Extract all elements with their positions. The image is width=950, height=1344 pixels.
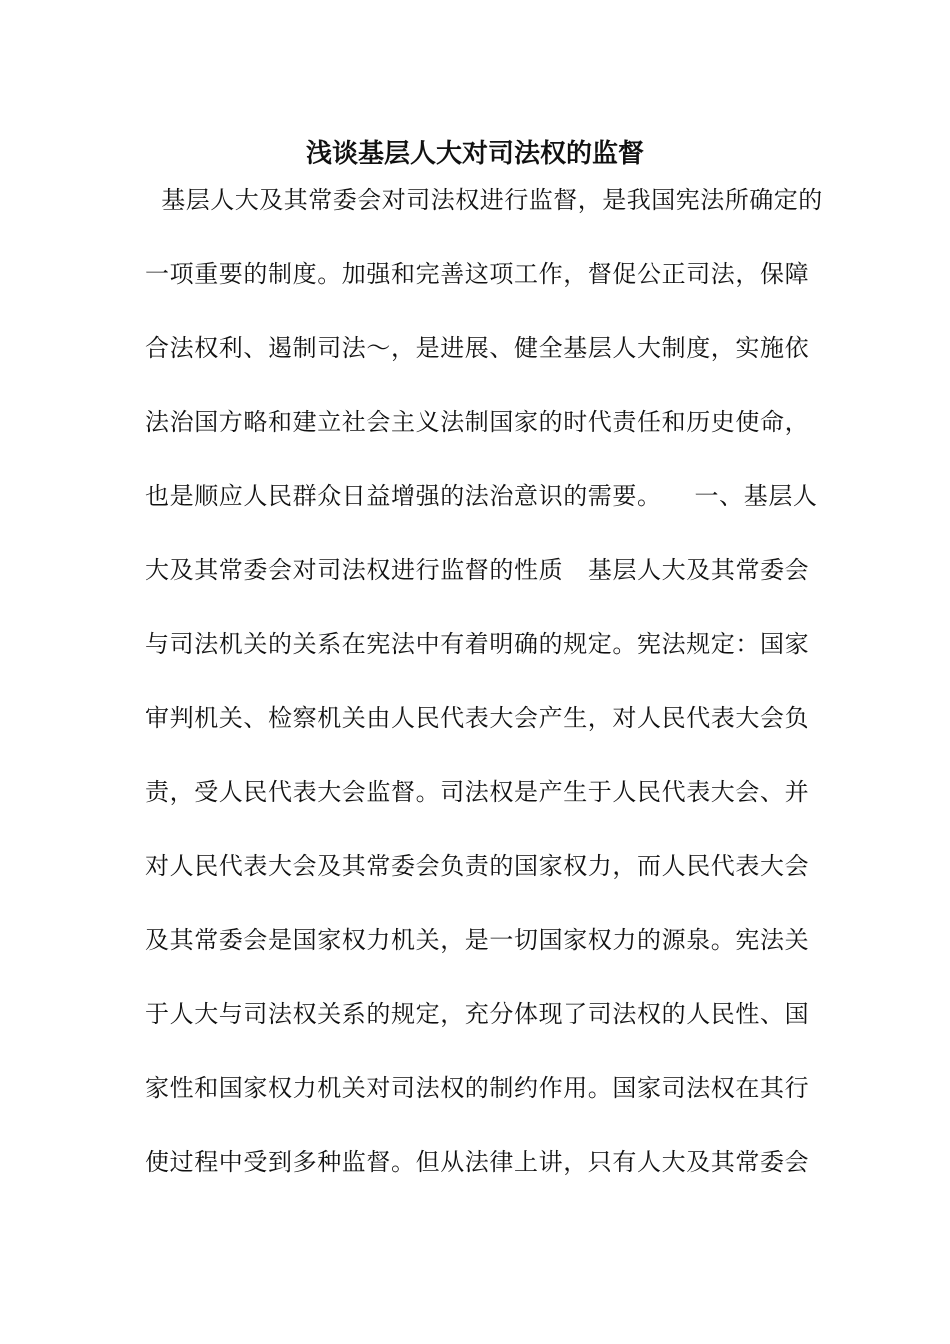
body-line-9: 责，受人民代表大会监督。司法权是产生于人民代表大会、并 bbox=[145, 778, 810, 806]
body-line-2: 一项重要的制度。加强和完善这项工作，督促公正司法，保障 bbox=[145, 260, 810, 288]
body-line-5: 也是顺应人民群众日益增强的法治意识的需要。 一、基层人 bbox=[145, 482, 818, 510]
document-body bbox=[145, 180, 823, 1216]
document-title: 浅谈基层人大对司法权的监督 bbox=[305, 139, 644, 169]
body-line-4: 法治国方略和建立社会主义法制国家的时代责任和历史使命， bbox=[145, 408, 810, 436]
body-line-7: 与司法机关的关系在宪法中有着明确的规定。宪法规定：国家 bbox=[145, 630, 810, 658]
body-line-11: 及其常委会是国家权力机关，是一切国家权力的源泉。宪法关 bbox=[145, 926, 810, 954]
body-line-12: 于人大与司法权关系的规定，充分体现了司法权的人民性、国 bbox=[145, 1000, 810, 1028]
body-line-1: 基层人大及其常委会对司法权进行监督，是我国宪法所确定的 bbox=[145, 186, 823, 214]
body-line-14: 使过程中受到多种监督。但从法律上讲，只有人大及其常委会 bbox=[145, 1148, 810, 1176]
body-line-8: 审判机关、检察机关由人民代表大会产生，对人民代表大会负 bbox=[145, 704, 810, 732]
body-line-10: 对人民代表大会及其常委会负责的国家权力，而人民代表大会 bbox=[145, 852, 810, 880]
body-line-3: 合法权利、遏制司法～，是进展、健全基层人大制度，实施依 bbox=[145, 334, 810, 362]
body-line-13: 家性和国家权力机关对司法权的制约作用。国家司法权在其行 bbox=[145, 1074, 810, 1102]
body-line-6: 大及其常委会对司法权进行监督的性质 基层人大及其常委会 bbox=[145, 556, 810, 584]
